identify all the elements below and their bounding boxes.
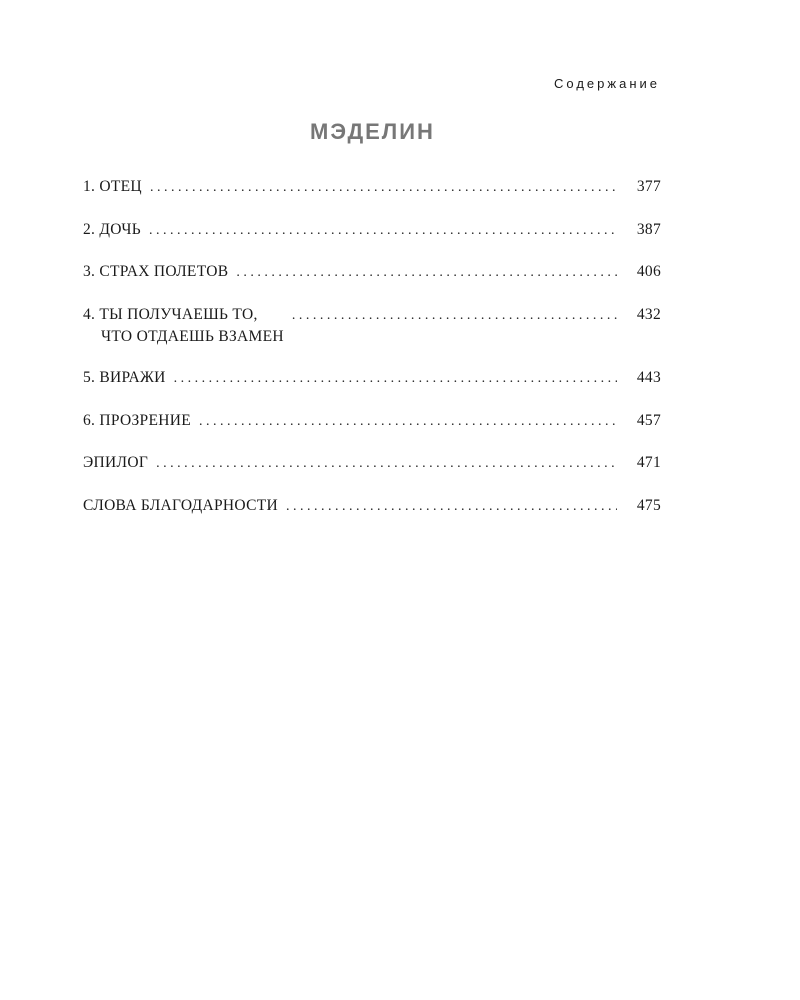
toc-entry[interactable] xyxy=(83,495,661,518)
toc-page-number: 432 xyxy=(636,305,661,323)
table-of-contents xyxy=(83,176,661,537)
toc-entry[interactable] xyxy=(83,219,661,242)
dot-leader xyxy=(150,177,617,199)
toc-entry-title: 5. ВИРАЖИ xyxy=(83,369,166,386)
toc-entry-title: ЭПИЛОГ xyxy=(83,454,149,471)
toc-page-number: 387 xyxy=(636,220,661,238)
toc-entry-title: 3. СТРАХ ПОЛЕТОВ xyxy=(83,263,229,280)
toc-entry[interactable] xyxy=(83,410,661,433)
toc-entry[interactable] xyxy=(83,452,661,475)
dot-leader xyxy=(236,262,617,284)
dot-leader xyxy=(149,220,617,242)
dot-leader xyxy=(156,453,617,475)
toc-entry-title: 1. ОТЕЦ xyxy=(83,178,142,195)
toc-page-number: 475 xyxy=(636,496,661,514)
toc-entry-title: 4. ТЫ ПОЛУЧАЕШЬ ТО, ЧТО ОТДАЕШЬ ВЗАМЕН xyxy=(83,305,284,345)
toc-entry-title: 2. ДОЧЬ xyxy=(83,220,141,238)
toc-page-number: 377 xyxy=(636,178,661,195)
toc-page-number: 443 xyxy=(636,369,661,386)
part-title: МЭДЕЛИН xyxy=(310,119,435,144)
dot-leader xyxy=(292,305,617,327)
toc-page-number: 457 xyxy=(636,411,661,429)
toc-entry[interactable] xyxy=(83,261,661,284)
running-head: Содержание xyxy=(554,76,660,91)
dot-leader xyxy=(174,368,617,390)
toc-page-number: 406 xyxy=(636,263,661,280)
toc-entry[interactable] xyxy=(83,367,661,390)
dot-leader xyxy=(286,496,617,518)
toc-page-number: 471 xyxy=(636,454,661,471)
dot-leader xyxy=(199,411,617,433)
toc-entry[interactable] xyxy=(83,176,661,199)
toc-entry-title: СЛОВА БЛАГОДАРНОСТИ xyxy=(83,496,278,514)
toc-entry[interactable] xyxy=(83,304,661,348)
toc-entry-title: 6. ПРОЗРЕНИЕ xyxy=(83,411,192,429)
